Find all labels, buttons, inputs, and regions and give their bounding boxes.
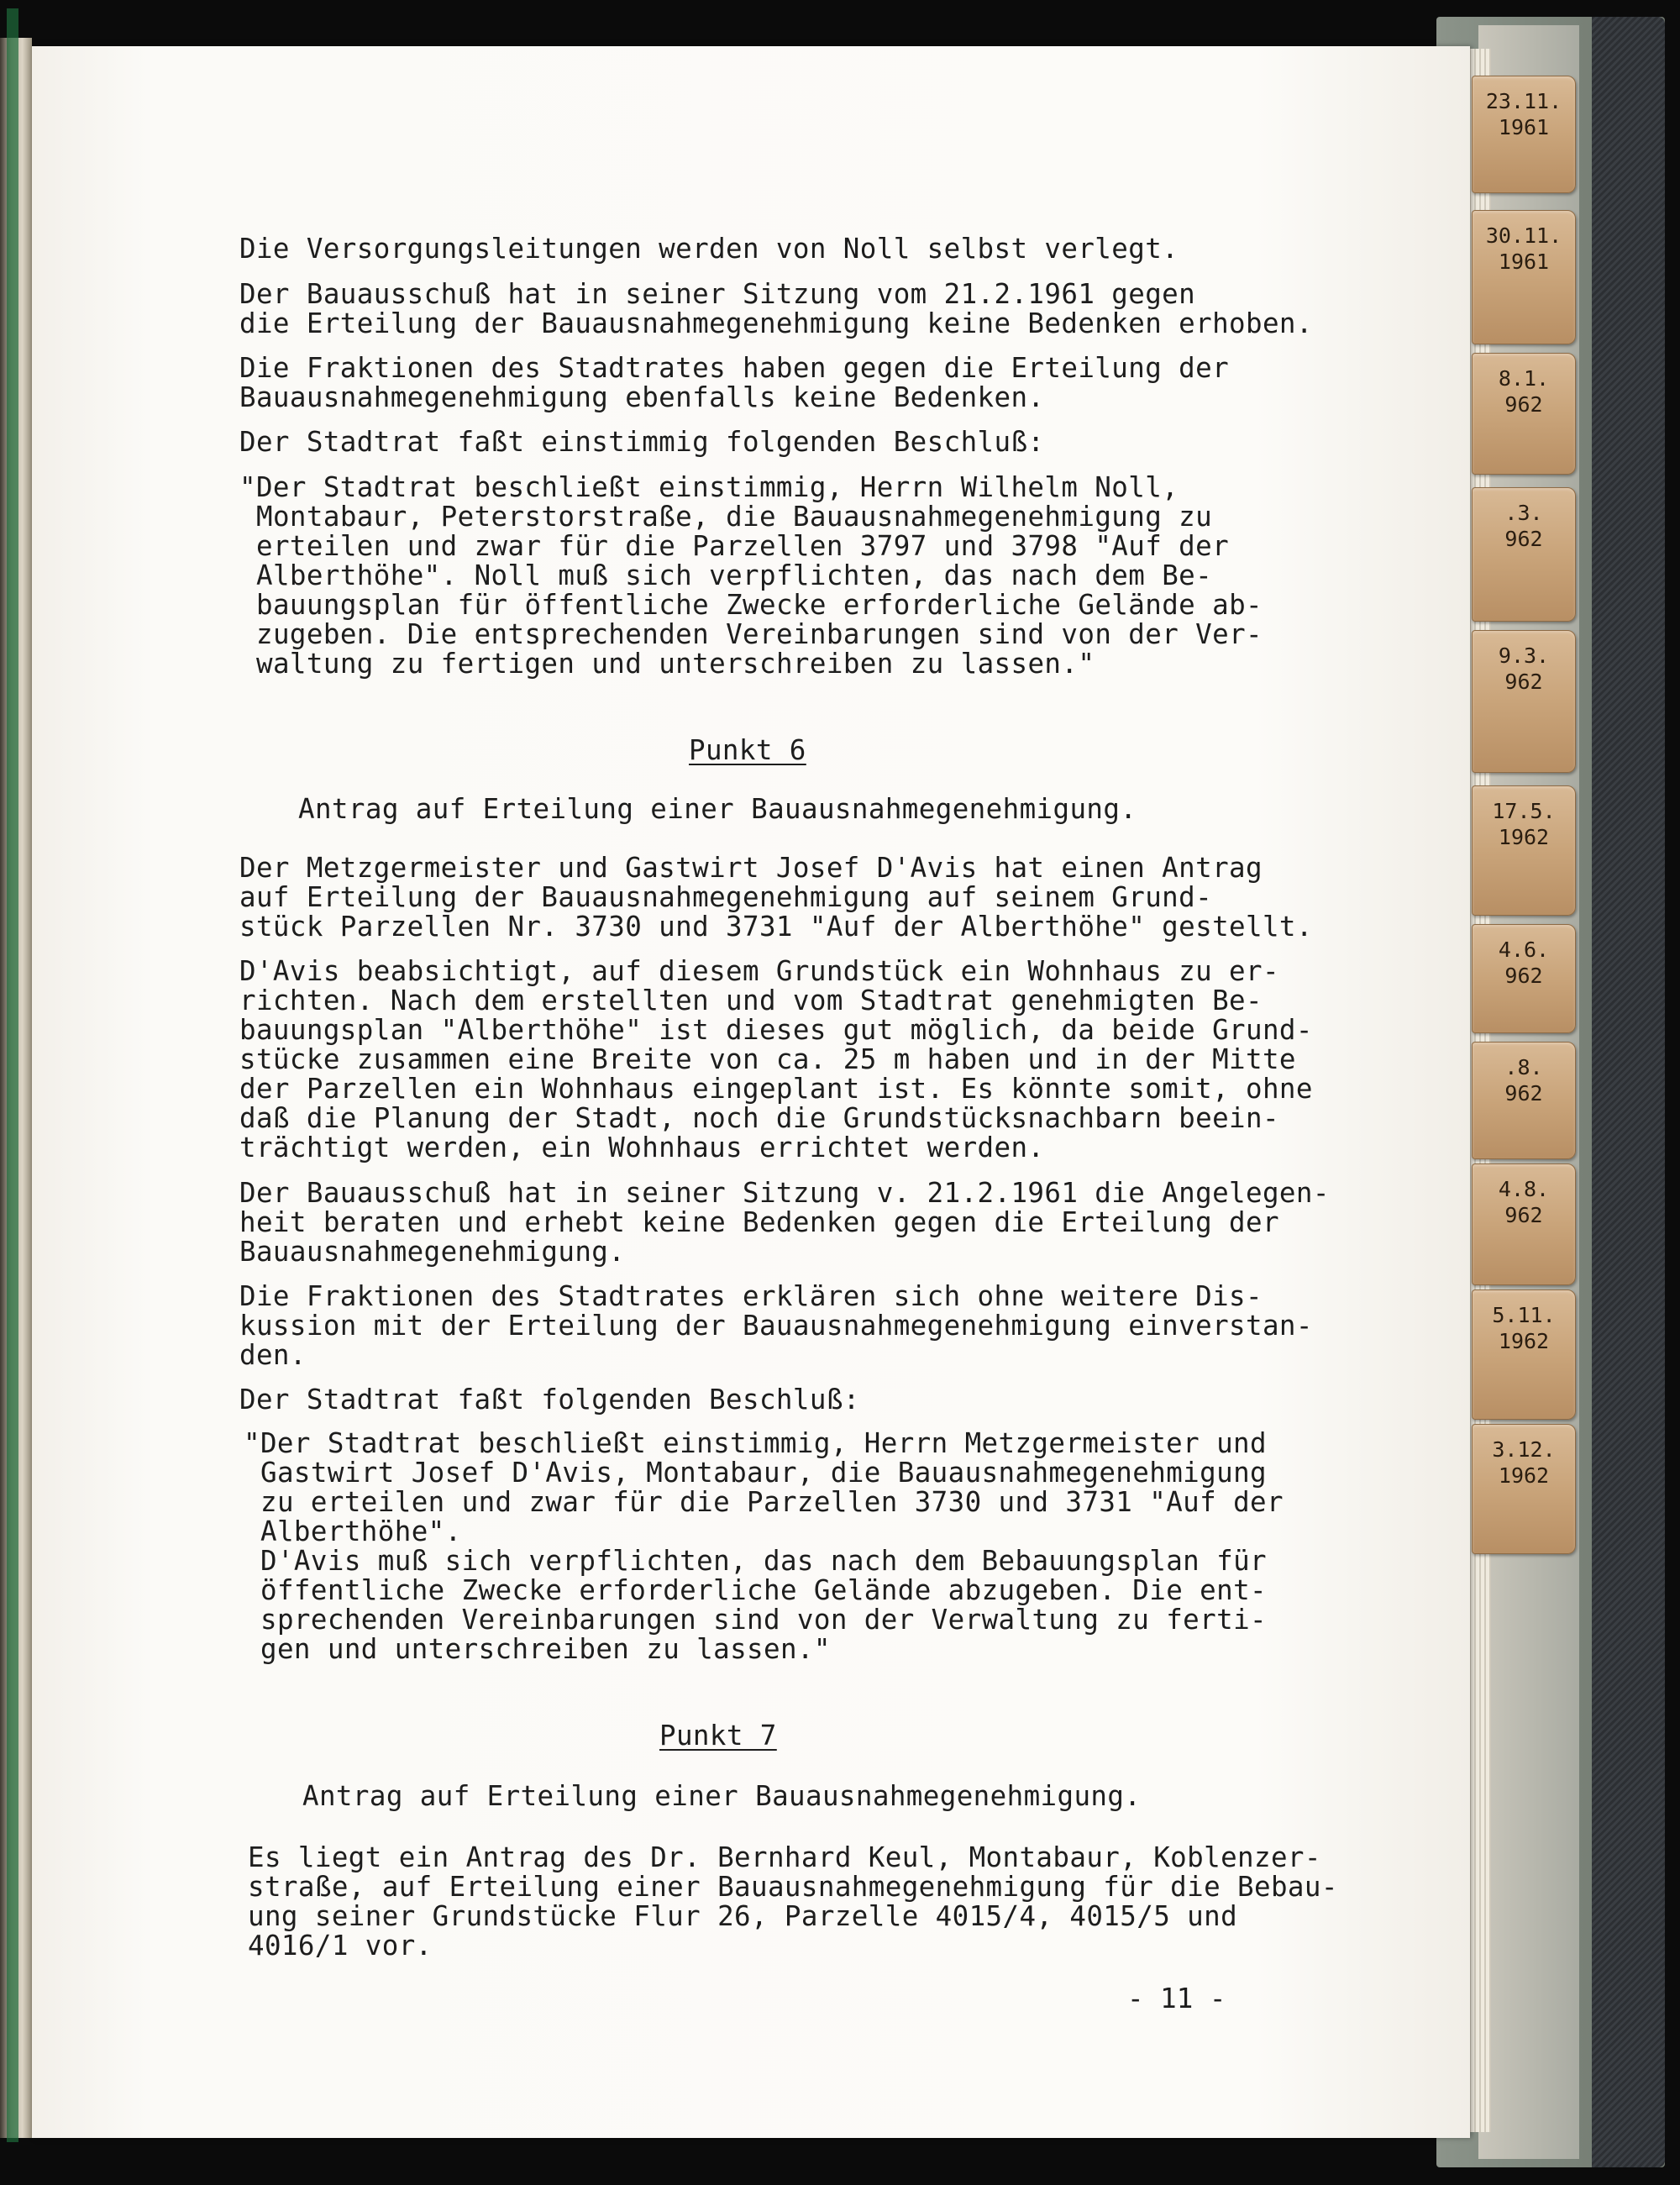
tab-line1: 3.12.: [1492, 1437, 1556, 1462]
text-line: gen und unterschreiben zu lassen.": [260, 1633, 831, 1665]
tab-line2: 1962: [1498, 825, 1550, 849]
tab-line2: 962: [1504, 1081, 1543, 1106]
text-line: "Der Stadtrat beschließt einstimmig, Herrn Wilhelm Noll,: [239, 471, 1179, 503]
text-line: Die Versorgungsleitungen werden von Noll selbst verlegt.: [239, 233, 1179, 265]
tab-line2: 1962: [1498, 1463, 1550, 1488]
text-line: daß die Planung der Stadt, noch die Grundstücksnachbarn beein-: [239, 1102, 1279, 1134]
text-line: Der Metzgermeister und Gastwirt Josef D'Avis hat einen Antrag: [239, 852, 1263, 884]
tab-line2: 962: [1504, 670, 1543, 694]
text-line: Bauausnahmegenehmigung ebenfalls keine Bedenken.: [239, 381, 1045, 413]
text-line: Alberthöhe". Noll muß sich verpflichten, das nach dem Be-: [256, 559, 1213, 591]
text-line: Es liegt ein Antrag des Dr. Bernhard Keul, Montabaur, Koblenzer-: [248, 1841, 1321, 1873]
tab-line1: 17.5.: [1492, 799, 1556, 823]
tab-line1: 30.11.: [1485, 223, 1562, 248]
text-line: kussion mit der Erteilung der Bauausnahmegenehmigung einverstan-: [239, 1310, 1313, 1342]
text-line: Bauausnahmegenehmigung.: [239, 1236, 626, 1268]
text-line: "Der Stadtrat beschließt einstimmig, Herrn Metzgermeister und: [244, 1427, 1267, 1459]
section-heading-punkt-6: Punkt 6: [689, 734, 806, 766]
tab-line1: 9.3.: [1498, 643, 1550, 668]
text-line: trächtigt werden, ein Wohnhaus errichtet werden.: [239, 1132, 1045, 1163]
text-line: auf Erteilung der Bauausnahmegenehmigung auf seinem Grund-: [239, 881, 1213, 913]
section-heading-punkt-7: Punkt 7: [659, 1720, 777, 1752]
page-number: - 11 -: [1127, 1983, 1226, 2014]
text-line: 4016/1 vor.: [248, 1930, 433, 1962]
tab-line2: 962: [1504, 392, 1543, 417]
tab-line1: 23.11.: [1485, 89, 1562, 113]
text-line: richten. Nach dem erstellten und vom Stadtrat genehmigten Be-: [239, 985, 1263, 1016]
text-line: Die Fraktionen des Stadtrates erklären sich ohne weitere Dis-: [239, 1280, 1263, 1312]
text-line: der Parzellen ein Wohnhaus eingeplant ist. Es könnte somit, ohne: [239, 1073, 1313, 1105]
text-line: Gastwirt Josef D'Avis, Montabaur, die Bauausnahmegenehmigung: [260, 1457, 1267, 1489]
tab-line2: 962: [1504, 1203, 1543, 1227]
tab-line2: 962: [1504, 527, 1543, 551]
text-line: Alberthöhe".: [260, 1515, 462, 1547]
text-line: Die Fraktionen des Stadtrates haben gegen die Erteilung der: [239, 352, 1230, 384]
tab-line1: 4.8.: [1498, 1177, 1550, 1201]
tab-line2: 962: [1504, 964, 1543, 988]
text-line: Der Stadtrat faßt einstimmig folgenden Beschluß:: [239, 426, 1045, 458]
tab-line1: .8.: [1504, 1055, 1543, 1079]
text-line: bauungsplan für öffentliche Zwecke erforderliche Gelände ab-: [256, 589, 1263, 621]
tab-line1: 4.6.: [1498, 938, 1550, 962]
section-subject: Antrag auf Erteilung einer Bauausnahmegenehmigung.: [302, 1780, 1142, 1812]
tab-line1: 8.1.: [1498, 366, 1550, 391]
text-line: sprechenden Vereinbarungen sind von der Verwaltung zu ferti-: [260, 1604, 1267, 1636]
tab-line2: 1962: [1498, 1329, 1550, 1353]
text-line: erteilen und zwar für die Parzellen 3797 und 3798 "Auf der: [256, 530, 1230, 562]
text-line: ung seiner Grundstücke Flur 26, Parzelle 4015/4, 4015/5 und: [248, 1900, 1238, 1932]
text-line: D'Avis beabsichtigt, auf diesem Grundstück ein Wohnhaus zu er-: [239, 955, 1279, 987]
text-line: waltung zu fertigen und unterschreiben zu lassen.": [256, 648, 1095, 680]
text-line: Montabaur, Peterstorstraße, die Bauausnahmegenehmigung zu: [256, 501, 1213, 533]
text-line: Der Bauausschuß hat in seiner Sitzung vom 21.2.1961 gegen: [239, 278, 1196, 310]
tab-line2: 1961: [1498, 115, 1550, 139]
text-line: zugeben. Die entsprechenden Vereinbarungen sind von der Ver-: [256, 618, 1263, 650]
text-line: Der Bauausschuß hat in seiner Sitzung v. 21.2.1961 die Angelegen-: [239, 1177, 1330, 1209]
text-line: den.: [239, 1339, 307, 1371]
text-line: heit beraten und erhebt keine Bedenken gegen die Erteilung der: [239, 1206, 1279, 1238]
text-line: straße, auf Erteilung einer Bauausnahmegenehmigung für die Bebau-: [248, 1871, 1338, 1903]
text-line: zu erteilen und zwar für die Parzellen 3730 und 3731 "Auf der: [260, 1486, 1284, 1518]
text-line: öffentliche Zwecke erforderliche Gelände abzugeben. Die ent-: [260, 1574, 1267, 1606]
text-line: D'Avis muß sich verpflichten, das nach dem Bebauungsplan für: [260, 1545, 1267, 1577]
text-line: Der Stadtrat faßt folgenden Beschluß:: [239, 1384, 860, 1416]
text-line: stück Parzellen Nr. 3730 und 3731 "Auf der Alberthöhe" gestellt.: [239, 911, 1313, 943]
section-subject: Antrag auf Erteilung einer Bauausnahmegenehmigung.: [298, 793, 1137, 825]
text-line: die Erteilung der Bauausnahmegenehmigung keine Bedenken erhoben.: [239, 307, 1313, 339]
tab-line2: 1961: [1498, 249, 1550, 274]
tab-line1: .3.: [1504, 501, 1543, 525]
text-line: bauungsplan "Alberthöhe" ist dieses gut möglich, da beide Grund-: [239, 1014, 1313, 1046]
tab-line1: 5.11.: [1492, 1303, 1556, 1327]
text-line: stücke zusammen eine Breite von ca. 25 m haben und in der Mitte: [239, 1043, 1296, 1075]
